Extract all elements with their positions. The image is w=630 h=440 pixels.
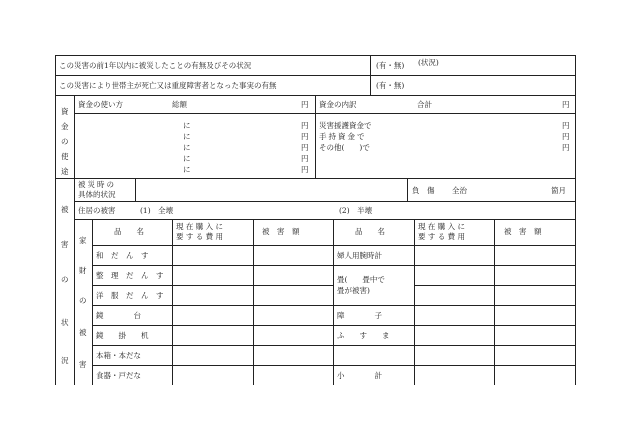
rule xyxy=(55,75,575,76)
rule xyxy=(74,113,575,114)
col-damage-header: 被 害 額 xyxy=(504,227,542,236)
rule xyxy=(575,55,576,385)
rule xyxy=(92,365,575,366)
rule xyxy=(92,219,93,385)
fund-ni: に xyxy=(183,132,191,141)
item-name: ふ す ま xyxy=(337,331,390,340)
house-damage-label: 住居の被害 xyxy=(78,206,116,215)
situation-label: 被災時の xyxy=(78,180,116,189)
rule xyxy=(74,201,575,202)
previous-disaster-status: (状況) xyxy=(418,58,439,67)
damage-side-char: の xyxy=(61,275,69,284)
injury-months: 箇月 xyxy=(551,186,566,195)
rule xyxy=(55,55,56,385)
rule xyxy=(253,219,254,385)
funds-side-char: 途 xyxy=(61,167,69,176)
fund-yen: 円 xyxy=(301,165,309,174)
householder-death-label: この災害により世帯主が死亡又は重度障害者となった事実の有無 xyxy=(59,81,277,90)
kazai-side-char: 害 xyxy=(79,360,87,369)
item-name: 畳( 畳中で xyxy=(337,275,385,284)
col-cost-header: 要 す る 費 用 xyxy=(176,232,224,241)
house-option-full: (1) 全壊 xyxy=(140,206,174,215)
rule xyxy=(55,55,575,56)
damage-side-char: 況 xyxy=(61,356,69,365)
damage-side-char: 状 xyxy=(61,318,69,327)
previous-disaster-answer: (有・無) xyxy=(376,61,405,70)
fund-ni: に xyxy=(183,121,191,130)
col-damage-header: 被 害 額 xyxy=(262,227,300,236)
fund-yen: 円 xyxy=(301,121,309,130)
breakdown-own: 手持資金で xyxy=(319,132,367,141)
breakdown-other: その他( )で xyxy=(319,143,370,152)
rule xyxy=(333,219,334,385)
fund-content-label: 資金の内訳 xyxy=(319,100,357,109)
rule xyxy=(172,219,173,385)
rule xyxy=(92,265,575,266)
item-name: 小 計 xyxy=(337,371,382,380)
rule xyxy=(414,285,575,286)
injury-label: 負 傷 xyxy=(412,186,435,195)
fund-total-label: 総額 xyxy=(172,100,187,109)
rule xyxy=(92,285,333,286)
injury-value: 全治 xyxy=(452,186,467,195)
rule xyxy=(92,245,575,246)
item-name: 本箱・本だな xyxy=(96,351,141,360)
fund-use-label: 資金の使い方 xyxy=(78,100,123,109)
col-item-header: 品 名 xyxy=(355,227,385,236)
funds-side-char: の xyxy=(61,137,69,146)
rule xyxy=(407,178,408,201)
fund-yen: 円 xyxy=(301,100,309,109)
rule xyxy=(74,95,75,178)
fund-yen: 円 xyxy=(301,132,309,141)
fund-yen: 円 xyxy=(301,154,309,163)
kazai-side-char: の xyxy=(79,296,87,305)
funds-side-char: 使 xyxy=(61,152,69,161)
col-cost-header: 要 す る 費 用 xyxy=(418,232,466,241)
rule xyxy=(74,219,575,220)
item-name: 食器・戸だな xyxy=(96,371,141,380)
kazai-side-char: 財 xyxy=(79,266,87,275)
fund-ni: に xyxy=(183,165,191,174)
kazai-side-char: 被 xyxy=(79,328,87,337)
item-name: 鏡 掛 机 xyxy=(96,331,149,340)
col-cost-header: 現 在 購 入 に xyxy=(418,222,466,231)
item-name: 鏡 台 xyxy=(96,311,141,320)
item-name: 和 だ ん す xyxy=(96,251,149,260)
rule xyxy=(92,345,575,346)
fund-ni: に xyxy=(183,143,191,152)
rule xyxy=(92,305,575,306)
rule xyxy=(55,178,575,179)
rule xyxy=(315,95,316,178)
fund-yen: 円 xyxy=(562,132,570,141)
rule xyxy=(414,219,415,385)
householder-death-answer: (有・無) xyxy=(376,81,405,90)
fund-yen: 円 xyxy=(562,121,570,130)
fund-yen: 円 xyxy=(562,100,570,109)
funds-side-char: 金 xyxy=(61,122,69,131)
col-cost-header: 現 在 購 入 に xyxy=(176,222,224,231)
breakdown-relief: 災害援護資金で xyxy=(319,121,372,130)
kazai-side-char: 家 xyxy=(79,236,87,245)
fund-yen: 円 xyxy=(562,143,570,152)
item-name: 障 子 xyxy=(337,311,382,320)
rule xyxy=(494,219,495,385)
rule xyxy=(370,55,371,95)
rule xyxy=(135,178,136,201)
previous-disaster-label: この災害の前1年以内に被災したことの有無及びその状況 xyxy=(59,61,252,70)
fund-sum-label: 合計 xyxy=(417,100,432,109)
col-item-header: 品 名 xyxy=(114,227,144,236)
item-name: 畳が被害) xyxy=(337,286,370,295)
fund-ni: に xyxy=(183,154,191,163)
house-option-half: (2) 半壊 xyxy=(339,206,373,215)
rule xyxy=(74,178,75,385)
damage-side-char: 被 xyxy=(61,205,69,214)
item-name: 婦人用腕時計 xyxy=(337,251,382,260)
funds-side-char: 資 xyxy=(61,107,69,116)
fund-yen: 円 xyxy=(301,143,309,152)
damage-side-char: 害 xyxy=(61,240,69,249)
item-name: 洋 服 だ ん す xyxy=(96,291,164,300)
rule xyxy=(92,325,575,326)
situation-label: 具体的状況 xyxy=(78,190,116,199)
item-name: 整 理 だ ん す xyxy=(96,271,164,280)
